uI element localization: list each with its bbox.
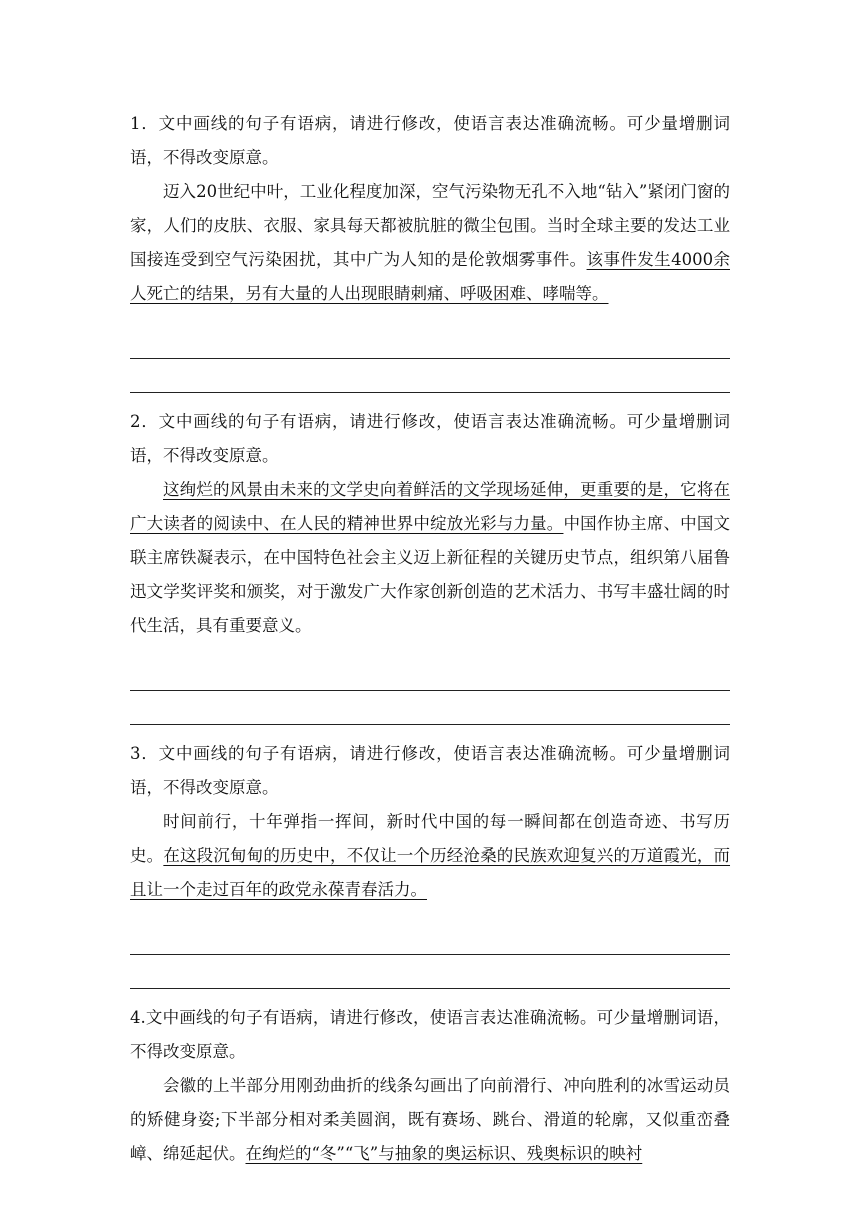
question-4 — [130, 1001, 730, 1171]
answer-lines — [130, 311, 730, 393]
answer-lines — [130, 643, 730, 725]
question-2 — [130, 405, 730, 725]
answer-line[interactable] — [130, 921, 730, 955]
underlined-sentence: 在绚烂的“冬”“飞”与抽象的奥运标识、残奥标识的映衬 — [245, 1144, 643, 1163]
underlined-sentence: 在这段沉甸甸的历史中，不仅让一个历经沧桑的民族欢迎复兴的万道霞光，而且让一个走过百年的政党永葆青春活力。 — [130, 846, 731, 899]
question-passage — [130, 175, 730, 311]
underlined-sentence: 该事件发生4000余人死亡的结果，另有大量的人出现眼睛刺痛、呼吸困难、哮喘等。 — [130, 250, 730, 303]
answer-line[interactable] — [130, 955, 730, 989]
question-stem: 3．文中画线的句子有语病，请进行修改，使语言表达准确流畅。可少量增删词语，不得改变原意。 — [130, 744, 730, 797]
question-stem: 2．文中画线的句子有语病，请进行修改，使语言表达准确流畅。可少量增删词语，不得改变原意。 — [130, 412, 730, 465]
passage-text: 中国作协主席、中国文联主席铁凝表示，在中国特色社会主义迈上新征程的关键历史节点，组织第八届鲁迅文学奖评奖和颁奖，对于激发广大作家创新创造的艺术活力、书写丰盛壮阔的时代生活，具有重要意义。 — [130, 514, 731, 635]
answer-line[interactable] — [130, 359, 730, 393]
answer-line[interactable] — [130, 657, 730, 691]
question-stem: 1．文中画线的句子有语病，请进行修改，使语言表达准确流畅。可少量增删词语，不得改变原意。 — [130, 114, 730, 167]
passage-text: 迈入20世纪中叶，工业化程度加深，空气污染物无孔不入地“钻入”紧闭门窗的家，人们的皮肤、衣服、家具每天都被肮脏的微尘包围。当时全球主要的发达工业国接连受到空气污染困扰，其中广为人知的是伦敦烟雾事件。 — [130, 182, 730, 269]
answer-lines — [130, 907, 730, 989]
question-1 — [130, 107, 730, 393]
answer-line[interactable] — [130, 325, 730, 359]
passage-text: 会徽的上半部分用刚劲曲折的线条勾画出了向前滑行、冲向胜利的冰雪运动员的矫健身姿;下半部分相对柔美圆润，既有赛场、跳台、滑道的轮廓，又似重峦叠嶂、绵延起伏。 — [130, 1076, 730, 1163]
question-passage — [130, 1069, 730, 1171]
question-stem: 4.文中画线的句子有语病，请进行修改，使语言表达准确流畅。可少量增删词语，不得改变原意。 — [130, 1008, 730, 1061]
passage-text: 时间前行，十年弹指一挥间，新时代中国的每一瞬间都在创造奇迹、书写历史。 — [130, 812, 730, 865]
question-3 — [130, 737, 730, 989]
underlined-sentence: 这绚烂的风景由未来的文学史向着鲜活的文学现场延伸，更重要的是，它将在广大读者的阅读中、在人民的精神世界中绽放光彩与力量。 — [130, 480, 730, 533]
question-passage — [130, 473, 730, 643]
question-passage — [130, 805, 730, 907]
document-content — [130, 107, 730, 1171]
answer-line[interactable] — [130, 691, 730, 725]
